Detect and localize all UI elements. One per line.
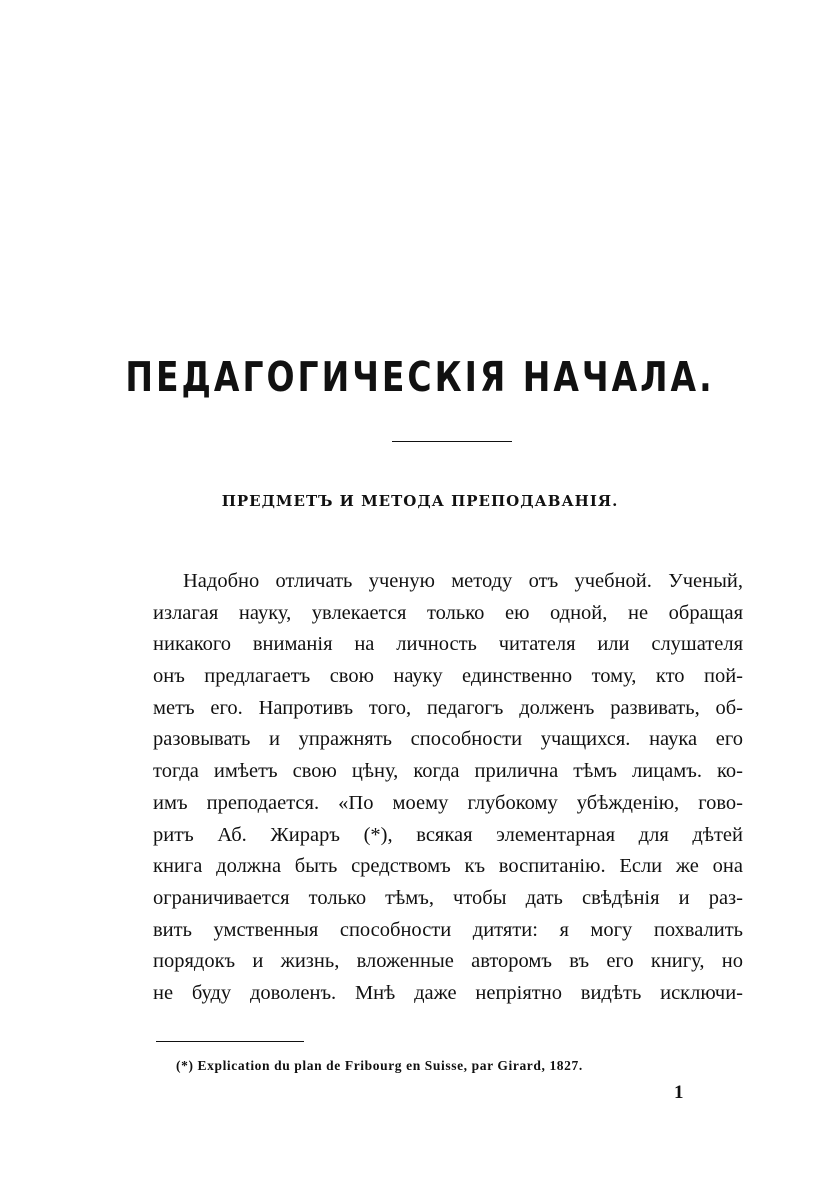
text-line: метъ его. Напротивъ того, педагогъ долженъ развивать, об- — [153, 696, 743, 719]
text-line: вить умственныя способности дитяти: я могу похвалить — [153, 918, 743, 941]
text-line: ограничивается только тѣмъ, чтобы дать свѣдѣнія и раз- — [153, 886, 743, 909]
body-paragraph — [153, 566, 743, 1010]
page-title: ПЕДАГОГИЧЕСКІЯ НАЧАЛА. — [125, 352, 715, 401]
section-subtitle: ПРЕДМЕТЪ И МЕТОДА ПРЕПОДАВАНІЯ. — [221, 492, 619, 510]
footnote-divider — [156, 1041, 304, 1042]
text-line: порядокъ и жизнь, вложенные авторомъ въ его книгу, но — [153, 950, 743, 973]
text-line: имъ преподается. «По моему глубокому убѣжденію, гово- — [153, 791, 743, 814]
text-line: онъ предлагаетъ свою науку единственно тому, кто пой- — [153, 665, 743, 688]
text-line: тогда имѣетъ свою цѣну, когда прилична тѣмъ лицамъ. ко- — [153, 760, 743, 783]
text-line: разовывать и упражнять способности учащихся. наука его — [153, 728, 743, 751]
text-line: ритъ Аб. Жираръ (*), всякая элементарная для дѣтей — [153, 823, 743, 846]
page-number: 1 — [674, 1082, 684, 1103]
footnote: (*) Explication du plan de Fribourg en Suisse, par Girard, 1827. — [176, 1058, 583, 1073]
text-line: никакого вниманія на личность читателя или слушателя — [153, 633, 743, 656]
text-line: излагая науку, увлекается только ею одной, не обращая — [153, 601, 743, 624]
text-line: не буду доволенъ. Мнѣ даже непріятно видѣть исключи- — [153, 981, 743, 1004]
text-line: Надобно отличать ученую методу отъ учебной. Ученый, — [183, 570, 743, 592]
title-divider — [392, 441, 512, 442]
text-line: книга должна быть средствомъ къ воспитанію. Если же она — [153, 855, 743, 878]
